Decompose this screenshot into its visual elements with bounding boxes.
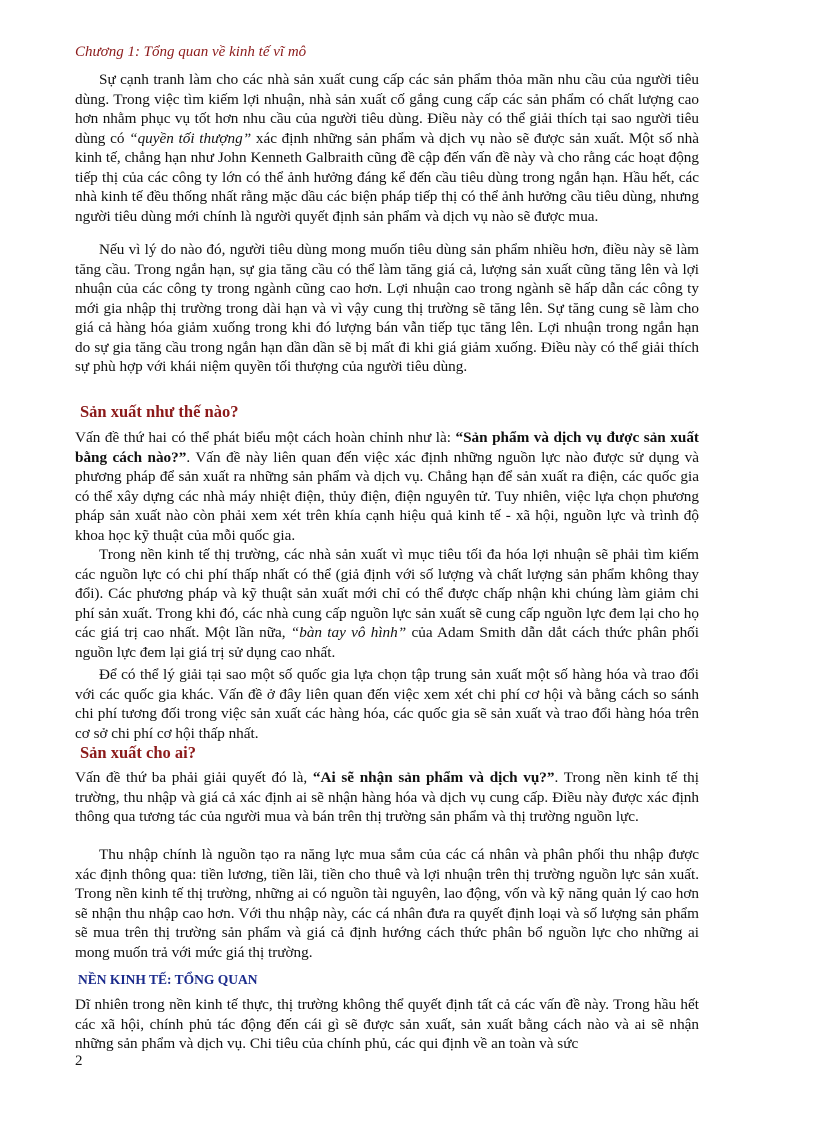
emphasis-text: “bàn tay vô hình” [290,624,407,641]
paragraph-text: xác định những sản phẩm và dịch vụ nào sẽ được sản xuất. Một số nhà kinh tế, chẳng hạn như John Kenneth Galbraith cũng đề cập đến vấn đề này và cho rằng các hoạt động tiếp thị của các công ty lớn có thể ảnh hưởng đáng kể đến cầu tiêu dùng trong ngắn hạn. Hầu hết, các nhà kinh tế đều thống nhất rằng mặc dầu các biện pháp tiếp thị có thể ảnh hưởng cầu tiêu dùng, nhưng người tiêu dùng mới chính là người quyết định sản phẩm và dịch vụ nào sẽ được mua. [75,129,699,225]
paragraph-how-produce [75,428,699,545]
paragraph-consumer-sovereignty [75,70,699,226]
paragraph-text: . Trong nền kinh tế thị trường, thu nhập và giá cả xác định ai sẽ nhận hàng hóa và dịch vụ cung cấp. Điều này được xác định thông qua tương tác của người mua và bán trên thị trường sản phẩm và thị trường nguồn lực. [75,769,699,825]
bold-question: “Ai sẽ nhận sản phẩm và dịch vụ?” [312,769,555,786]
paragraph-market-producers [75,545,699,662]
emphasis-text: “quyền tối thượng” [129,129,252,147]
section-heading-economy-overview: NỀN KINH TẾ: TỔNG QUAN [78,972,258,987]
paragraph-text: Vấn đề thứ hai có thể phát biểu một cách hoàn chỉnh như là: [75,429,456,446]
paragraph-for-whom [75,768,699,827]
bold-question: “Sản phẩm và dịch vụ được sản xuất bằng cách nào?” [75,429,699,466]
page-number: 2 [75,1053,83,1069]
paragraph-demand-increase: Nếu vì lý do nào đó, người tiêu dùng mong muốn tiêu dùng sản phẩm nhiều hơn, điều này sẽ làm tăng cầu. Trong ngắn hạn, sự gia tăng cầu có thể làm tăng giá cả, lượng sản xuất cũng tăng lên và lợi nhuận của các công ty trong ngành cũng cao hơn. Lợi nhuận cao trong ngành sẽ hấp dẫn các công ty mới gia nhập thị trường trong dài hạn và vì vậy cung thị trường sẽ tăng lên. Sự tăng cung sẽ làm cho giá cả hàng hóa giảm xuống trong khi đó lượng bán vẫn tiếp tục tăng lên. Lợi nhuận trong ngắn hạn do sự gia tăng cầu trong ngắn hạn dần dần sẽ bị mất đi khi giá giảm xuống. Điều này có thể giải thích sự phù hợp với khái niệm quyền tối thượng của người tiêu dùng. [75,241,699,375]
paragraph-income: Thu nhập chính là nguồn tạo ra năng lực mua sắm của các cá nhân và phân phối thu nhập được xác định thông qua: tiền lương, tiền lãi, tiền cho thuê và lợi nhuận trên thị trường nguồn lực sản xuất. Trong nền kinh tế thị trường, những ai có nguồn tài nguyên, lao động, vốn và kỹ năng quản lý cao hơn sẽ nhận thu nhập cao hơn. Với thu nhập này, các cá nhân đưa ra quyết định loại và số lượng sản phẩm sẽ mua trên thị trường sản phẩm và giá cả định hướng cách thức phân bổ nguồn lực cho những ai mong muốn trả với mức giá thị trường. [75,846,699,961]
paragraph-opportunity-cost: Để có thể lý giải tại sao một số quốc gia lựa chọn tập trung sản xuất một số hàng hóa và trao đổi với các quốc gia khác. Vấn đề ở đây liên quan đến việc xem xét chi phí cơ hội và bằng cách so sánh chi phí tương đối trong việc sản xuất các hàng hóa, các quốc gia sẽ sản xuất và trao đổi hàng hóa trên cơ sở chi phí cơ hội thấp nhất. [75,666,699,742]
section-heading-how: Sản xuất như thế nào? [80,402,239,421]
paragraph-text: Trong nền kinh tế thị trường, các nhà sản xuất vì mục tiêu tối đa hóa lợi nhuận sẽ phải tìm kiếm các nguồn lực có chi phí thấp nhất có thể (giả định với số lượng và chất lượng sản phẩm không thay đổi). Các phương pháp và kỹ thuật sản xuất mới chỉ có thể được chấp nhận khi chúng làm giảm chi phí sản xuất. Trong khi đó, các nhà cung cấp nguồn lực sản xuất sẽ cung cấp nguồn lực đem lại cho họ các giá trị cao nhất. Một lần nữa, [75,546,699,641]
chapter-header: Chương 1: Tổng quan về kinh tế vĩ mô [75,44,307,60]
paragraph-text: của Adam Smith dẫn dắt cách thức phân phối nguồn lực đem lại giá trị sử dụng cao nhất. [75,624,699,661]
paragraph-text: . Vấn đề này liên quan đến việc xác định những nguồn lực nào được sử dụng và phương pháp để sản xuất ra những sản phẩm và dịch vụ. Chẳng hạn để sản xuất ra điện, các quốc gia có thể xây dựng các nhà máy nhiệt điện, thủy điện, điện nguyên tử. Tuy nhiên, việc lựa chọn phương pháp sản xuất nào còn phải xem xét trên khía cạnh hiệu quả kinh tế - xã hội, nguồn lực và trình độ khoa học kỹ thuật của mỗi quốc gia. [75,448,699,544]
section-heading-for-whom: Sản xuất cho ai? [80,743,196,762]
paragraph-text: Vấn đề thứ ba phải giải quyết đó là, [75,769,313,786]
paragraph-real-economy: Dĩ nhiên trong nền kinh tế thực, thị trường không thể quyết định tất cả các vấn đề này. Trong hầu hết các xã hội, chính phủ tác động đến cái gì sẽ được sản xuất, sản xuất bằng cách nào và ai sẽ nhận những sản phẩm và dịch vụ. Chi tiêu của chính phủ, các qui định về an toàn và sức [75,996,699,1052]
paragraph-text: Sự cạnh tranh làm cho các nhà sản xuất cung cấp các sản phẩm thỏa mãn nhu cầu của người tiêu dùng. Trong việc tìm kiếm lợi nhuận, nhà sản xuất cố gắng cung cấp các sản phẩm có chất lượng cao hơn nhằm phục vụ tốt hơn nhu cầu của người tiêu dùng. Điều này có thể giải thích tại sao người tiêu dùng có [75,71,699,147]
